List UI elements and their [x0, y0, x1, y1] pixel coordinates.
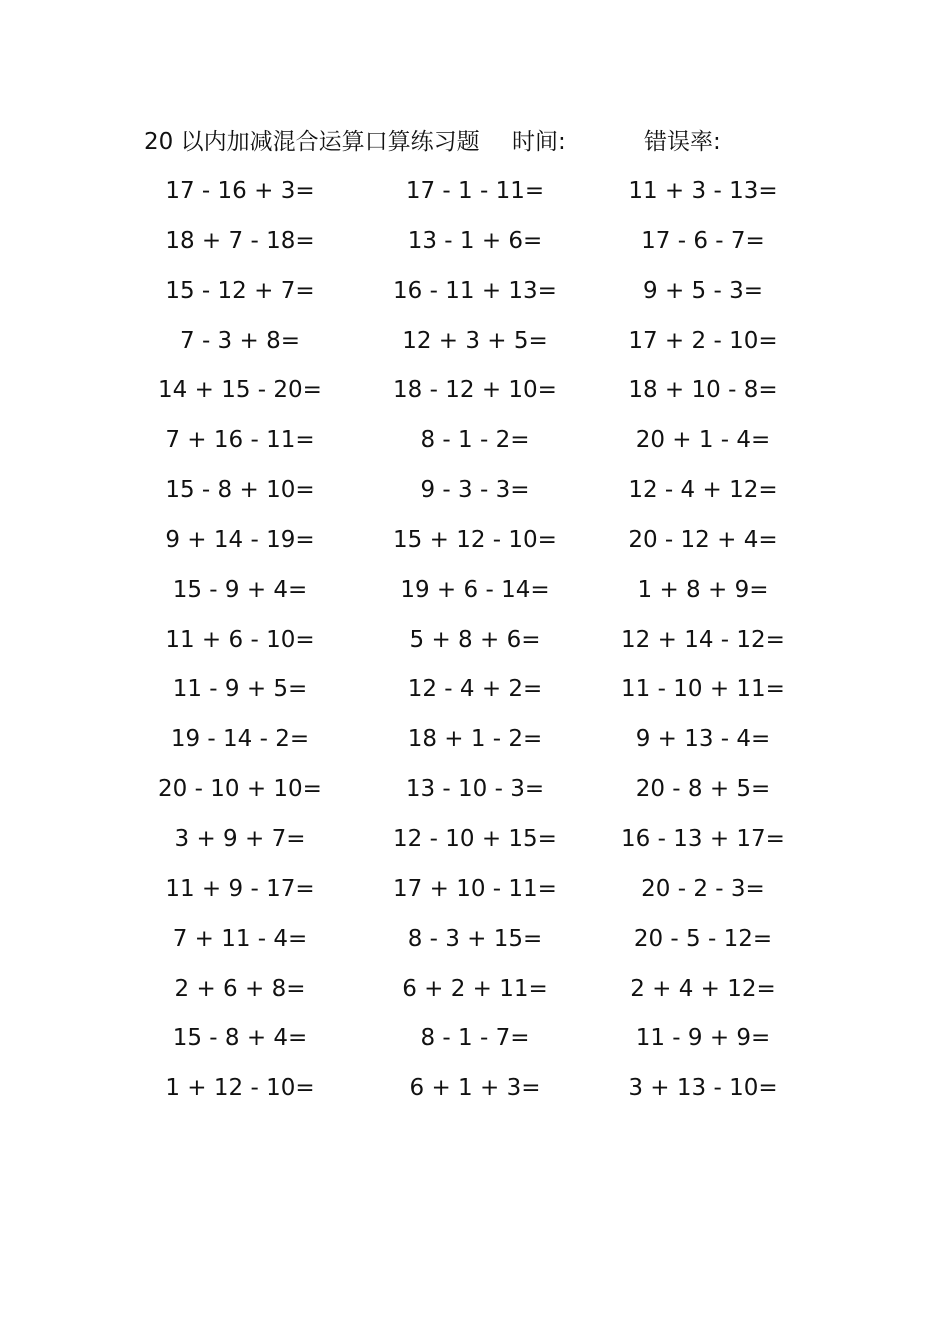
problem-row — [130, 570, 820, 620]
problem-item: 9 + 5 - 3= — [643, 277, 763, 304]
problem-item: 17 - 6 - 7= — [641, 227, 765, 254]
problem-item: 9 - 3 - 3= — [420, 477, 530, 504]
problem-item: 8 - 3 + 15= — [407, 925, 543, 952]
problem-item: 1 + 12 - 10= — [165, 1075, 315, 1102]
problem-item: 17 - 1 - 11= — [405, 178, 545, 204]
problem-row — [130, 620, 820, 670]
problem-item: 11 - 9 + 9= — [635, 1025, 771, 1052]
problem-item: 9 + 14 - 19= — [165, 526, 315, 553]
problem-item: 18 + 7 - 18= — [165, 227, 315, 254]
problem-item: 19 + 6 - 14= — [400, 576, 550, 603]
problem-item: 13 - 1 + 6= — [407, 227, 543, 254]
problem-item: 20 - 2 - 3= — [641, 875, 765, 902]
problem-item: 20 - 5 - 12= — [633, 925, 773, 952]
problem-item: 20 - 12 + 4= — [628, 526, 778, 553]
problem-row — [130, 221, 820, 271]
problem-item: 18 - 12 + 10= — [393, 377, 557, 404]
problem-item: 20 - 10 + 10= — [158, 776, 322, 803]
problem-item: 6 + 2 + 11= — [402, 975, 548, 1002]
problem-item: 16 - 13 + 17= — [621, 825, 785, 852]
problem-item: 19 - 14 - 2= — [170, 726, 310, 753]
problem-item: 15 - 8 + 4= — [172, 1025, 308, 1052]
problem-row — [130, 969, 820, 1019]
problem-item: 9 + 13 - 4= — [635, 726, 771, 753]
problem-item: 15 - 9 + 4= — [172, 576, 308, 603]
problem-row — [130, 171, 820, 221]
problem-item: 7 + 11 - 4= — [172, 925, 308, 952]
problem-row — [130, 819, 820, 869]
problem-row — [130, 919, 820, 969]
problem-row — [130, 470, 820, 520]
problem-item: 20 + 1 - 4= — [635, 427, 771, 454]
problem-item: 11 + 6 - 10= — [165, 626, 315, 653]
problem-item: 17 + 2 - 10= — [628, 327, 778, 354]
problem-grid — [130, 171, 820, 1118]
problem-row — [130, 271, 820, 321]
problem-row — [130, 321, 820, 371]
problem-item: 18 + 1 - 2= — [407, 726, 543, 753]
problem-item: 15 + 12 - 10= — [393, 526, 557, 553]
problem-item: 5 + 8 + 6= — [409, 626, 541, 653]
problem-row — [130, 669, 820, 719]
problem-row — [130, 719, 820, 769]
problem-item: 7 + 16 - 11= — [165, 427, 315, 454]
problem-item: 12 - 4 + 2= — [407, 676, 543, 703]
problem-item: 11 + 9 - 17= — [165, 875, 315, 902]
problem-item: 17 - 16 + 3= — [165, 178, 315, 204]
time-label: 时间: — [512, 129, 566, 155]
problem-item: 12 - 10 + 15= — [393, 825, 557, 852]
problem-row — [130, 520, 820, 570]
problem-item: 7 - 3 + 8= — [180, 327, 300, 354]
problem-item: 20 - 8 + 5= — [635, 776, 771, 803]
problem-item: 12 + 3 + 5= — [402, 327, 548, 354]
problem-row — [130, 420, 820, 470]
error-rate-label: 错误率: — [644, 129, 721, 155]
problem-item: 1 + 8 + 9= — [637, 576, 769, 603]
problem-item: 13 - 10 - 3= — [405, 776, 545, 803]
problem-item: 15 - 8 + 10= — [165, 477, 315, 504]
problem-item: 8 - 1 - 2= — [420, 427, 530, 454]
problem-item: 2 + 4 + 12= — [630, 975, 776, 1002]
problem-item: 11 - 10 + 11= — [621, 676, 785, 703]
problem-row — [130, 869, 820, 919]
worksheet-header — [144, 124, 844, 160]
problem-row — [130, 1068, 820, 1118]
worksheet-title: 20 以内加减混合运算口算练习题 — [144, 129, 480, 155]
problem-item: 8 - 1 - 7= — [420, 1025, 530, 1052]
problem-row — [130, 769, 820, 819]
problem-item: 12 + 14 - 12= — [621, 626, 785, 653]
problem-item: 11 - 9 + 5= — [172, 676, 308, 703]
problem-item: 6 + 1 + 3= — [409, 1075, 541, 1102]
problem-item: 2 + 6 + 8= — [174, 975, 306, 1002]
problem-item: 14 + 15 - 20= — [158, 377, 322, 404]
problem-item: 3 + 13 - 10= — [628, 1075, 778, 1102]
problem-row — [130, 1018, 820, 1068]
problem-row — [130, 370, 820, 420]
problem-item: 15 - 12 + 7= — [165, 277, 315, 304]
problem-item: 12 - 4 + 12= — [628, 477, 778, 504]
problem-item: 16 - 11 + 13= — [393, 277, 557, 304]
problem-item: 11 + 3 - 13= — [628, 178, 778, 204]
problem-item: 18 + 10 - 8= — [628, 377, 778, 404]
problem-item: 17 + 10 - 11= — [393, 875, 557, 902]
problem-item: 3 + 9 + 7= — [174, 825, 306, 852]
